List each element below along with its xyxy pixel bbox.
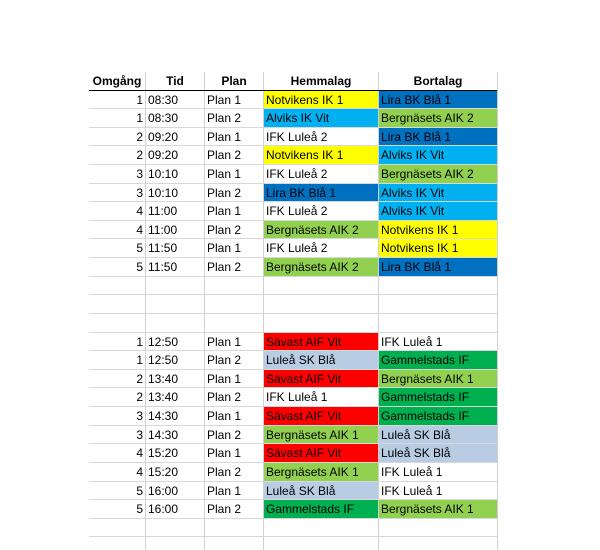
tid-cell[interactable]: 16:00 xyxy=(148,483,179,498)
plan-cell[interactable]: Plan 1 xyxy=(207,409,242,424)
hemmalag-cell[interactable]: IFK Luleå 2 xyxy=(264,202,378,221)
tid-cell[interactable] xyxy=(146,314,204,333)
bortalag-cell[interactable]: Lira BK Blå 1 xyxy=(379,258,497,277)
bortalag-cell[interactable]: Notvikens IK 1 xyxy=(379,239,497,258)
hemmalag-cell[interactable]: Notvikens IK 1 xyxy=(264,91,378,110)
plan-cell[interactable] xyxy=(205,314,263,333)
plan-cell[interactable]: Plan 1 xyxy=(207,241,242,256)
bortalag-cell[interactable]: Alviks IK Vit xyxy=(379,146,497,165)
hemmalag-cell[interactable]: Sävast AIF Vit xyxy=(264,370,378,389)
plan-cell[interactable]: Plan 2 xyxy=(207,502,242,517)
bortalag-cell[interactable]: IFK Luleå 1 xyxy=(379,482,497,501)
hemmalag-cell[interactable]: IFK Luleå 2 xyxy=(264,128,378,147)
bortalag-cell[interactable]: Lira BK Blå 1 xyxy=(379,91,497,110)
omgang-cell[interactable]: 3 xyxy=(136,409,143,424)
tid-cell[interactable]: 15:20 xyxy=(148,464,179,479)
header-underline xyxy=(89,90,497,91)
column-divider xyxy=(497,72,498,550)
header-plan[interactable]: Plan xyxy=(221,74,247,88)
omgang-cell[interactable]: 5 xyxy=(136,260,143,275)
tid-cell[interactable] xyxy=(146,295,204,314)
tid-cell[interactable]: 11:00 xyxy=(148,222,178,237)
hemmalag-cell[interactable]: Luleå SK Blå xyxy=(264,351,378,370)
bortalag-cell[interactable]: Bergnäsets AIK 1 xyxy=(379,370,497,389)
bortalag-cell[interactable]: Alviks IK Vit xyxy=(379,202,497,221)
tid-cell[interactable]: 14:30 xyxy=(148,409,179,424)
row-divider xyxy=(89,425,497,426)
plan-cell[interactable]: Plan 1 xyxy=(207,371,242,386)
omgang-cell[interactable]: 4 xyxy=(136,464,143,479)
row-divider xyxy=(89,369,497,370)
omgang-cell[interactable]: 4 xyxy=(136,446,143,461)
header-bortalag[interactable]: Bortalag xyxy=(413,74,463,88)
omgang-cell[interactable]: 1 xyxy=(136,334,143,349)
omgang-cell[interactable] xyxy=(89,314,145,333)
hemmalag-cell[interactable]: IFK Luleå 1 xyxy=(264,388,378,407)
omgang-cell[interactable]: 3 xyxy=(136,427,143,442)
bortalag-cell[interactable]: Gammelstads IF xyxy=(379,351,497,370)
row-divider xyxy=(89,276,497,277)
header-hemmalag[interactable]: Hemmalag xyxy=(290,74,352,88)
row-divider xyxy=(89,332,497,333)
row-divider xyxy=(89,257,497,258)
bortalag-cell[interactable]: Notvikens IK 1 xyxy=(379,221,497,240)
tid-cell[interactable]: 11:50 xyxy=(148,260,178,275)
row-divider xyxy=(89,536,497,537)
bortalag-cell[interactable]: Gammelstads IF xyxy=(379,407,497,426)
plan-cell[interactable]: Plan 2 xyxy=(207,353,242,368)
row-divider xyxy=(89,220,497,221)
plan-cell[interactable]: Plan 1 xyxy=(207,92,242,107)
omgang-cell[interactable]: 3 xyxy=(136,185,143,200)
tid-cell[interactable]: 12:50 xyxy=(148,334,179,349)
row-divider xyxy=(89,481,497,482)
omgang-cell[interactable]: 2 xyxy=(136,390,143,405)
omgang-cell[interactable]: 5 xyxy=(136,502,143,517)
row-divider xyxy=(89,443,497,444)
row-divider xyxy=(89,350,497,351)
hemmalag-cell[interactable]: Notvikens IK 1 xyxy=(264,146,378,165)
tid-cell[interactable]: 13:40 xyxy=(148,371,179,386)
omgang-cell[interactable]: 1 xyxy=(136,111,143,126)
tid-cell[interactable]: 08:30 xyxy=(148,111,179,126)
row-divider xyxy=(89,164,497,165)
row-divider xyxy=(89,462,497,463)
bortalag-cell[interactable]: Lira BK Blå 1 xyxy=(379,128,497,147)
row-divider xyxy=(89,238,497,239)
hemmalag-cell[interactable]: Bergnäsets AIK 1 xyxy=(264,463,378,482)
bortalag-cell[interactable]: Bergnäsets AIK 2 xyxy=(379,165,497,184)
hemmalag-cell[interactable]: Bergnäsets AIK 2 xyxy=(264,221,378,240)
row-divider xyxy=(89,499,497,500)
tid-cell[interactable]: 09:20 xyxy=(148,148,179,163)
header-omgang[interactable]: Omgång xyxy=(92,74,142,88)
omgang-cell[interactable]: 1 xyxy=(136,353,143,368)
column-divider xyxy=(378,72,379,550)
tid-cell[interactable]: 11:50 xyxy=(148,241,178,256)
tid-cell[interactable]: 09:20 xyxy=(148,129,179,144)
bortalag-cell[interactable]: Alviks IK Vit xyxy=(379,184,497,203)
tid-cell[interactable]: 15:20 xyxy=(148,446,179,461)
tid-cell[interactable]: 12:50 xyxy=(148,353,179,368)
row-divider xyxy=(89,387,497,388)
omgang-cell[interactable]: 4 xyxy=(136,204,143,219)
tid-cell[interactable] xyxy=(146,277,204,296)
plan-cell[interactable]: Plan 2 xyxy=(207,427,242,442)
row-divider xyxy=(89,294,497,295)
hemmalag-cell[interactable]: Sävast AIF Vit xyxy=(264,407,378,426)
plan-cell[interactable]: Plan 1 xyxy=(207,483,242,498)
plan-cell[interactable]: Plan 1 xyxy=(207,446,242,461)
tid-cell[interactable]: 14:30 xyxy=(148,427,179,442)
row-divider xyxy=(89,518,497,519)
omgang-cell[interactable]: 1 xyxy=(136,92,143,107)
bortalag-cell[interactable]: Luleå SK Blå xyxy=(379,444,497,463)
plan-cell[interactable]: Plan 1 xyxy=(207,334,242,349)
hemmalag-cell[interactable]: IFK Luleå 2 xyxy=(264,165,378,184)
row-divider xyxy=(89,201,497,202)
bortalag-cell[interactable] xyxy=(379,277,497,296)
omgang-cell[interactable]: 2 xyxy=(136,129,143,144)
plan-cell[interactable]: Plan 2 xyxy=(207,111,242,126)
hemmalag-cell[interactable]: Bergnäsets AIK 1 xyxy=(264,426,378,445)
omgang-cell[interactable]: 3 xyxy=(136,166,143,181)
plan-cell[interactable]: Plan 1 xyxy=(207,204,242,219)
bortalag-cell[interactable] xyxy=(379,314,497,333)
row-divider xyxy=(89,406,497,407)
hemmalag-cell[interactable]: Lira BK Blå 1 xyxy=(264,184,378,203)
tid-cell[interactable]: 10:10 xyxy=(148,185,179,200)
bortalag-cell[interactable]: IFK Luleå 1 xyxy=(379,333,497,352)
tid-cell[interactable]: 11:00 xyxy=(148,204,178,219)
plan-cell[interactable]: Plan 2 xyxy=(207,464,242,479)
column-divider xyxy=(145,72,146,550)
plan-cell[interactable] xyxy=(205,277,263,296)
column-divider xyxy=(204,72,205,550)
tid-cell[interactable]: 08:30 xyxy=(148,92,179,107)
bortalag-cell[interactable]: Gammelstads IF xyxy=(379,388,497,407)
plan-cell[interactable] xyxy=(205,295,263,314)
plan-cell[interactable]: Plan 2 xyxy=(207,260,242,275)
hemmalag-cell[interactable] xyxy=(264,314,378,333)
bortalag-cell[interactable] xyxy=(379,295,497,314)
row-divider xyxy=(89,183,497,184)
bortalag-cell[interactable]: Bergnäsets AIK 1 xyxy=(379,500,497,519)
header-tid[interactable]: Tid xyxy=(166,74,184,88)
plan-cell[interactable]: Plan 2 xyxy=(207,390,242,405)
hemmalag-cell[interactable]: IFK Luleå 2 xyxy=(264,239,378,258)
bortalag-cell[interactable]: IFK Luleå 1 xyxy=(379,463,497,482)
hemmalag-cell[interactable]: Gammelstads IF xyxy=(264,500,378,519)
omgang-cell[interactable]: 5 xyxy=(136,241,143,256)
omgang-cell[interactable]: 5 xyxy=(136,483,143,498)
hemmalag-cell[interactable]: Alviks IK Vit xyxy=(264,109,378,128)
column-divider xyxy=(263,72,264,550)
hemmalag-cell[interactable] xyxy=(264,277,378,296)
hemmalag-cell[interactable]: Luleå SK Blå xyxy=(264,482,378,501)
omgang-cell[interactable]: 2 xyxy=(136,371,143,386)
tid-cell[interactable]: 10:10 xyxy=(148,166,179,181)
tid-cell[interactable]: 13:40 xyxy=(148,390,179,405)
plan-cell[interactable]: Plan 1 xyxy=(207,166,242,181)
hemmalag-cell[interactable]: Bergnäsets AIK 2 xyxy=(264,258,378,277)
omgang-cell[interactable] xyxy=(89,295,145,314)
plan-cell[interactable]: Plan 2 xyxy=(207,222,242,237)
omgang-cell[interactable]: 2 xyxy=(136,148,143,163)
row-divider xyxy=(89,313,497,314)
hemmalag-cell[interactable] xyxy=(264,295,378,314)
omgang-cell[interactable] xyxy=(89,277,145,296)
hemmalag-cell[interactable]: Sävast AIF Vit xyxy=(264,333,378,352)
plan-cell[interactable]: Plan 2 xyxy=(207,185,242,200)
plan-cell[interactable]: Plan 2 xyxy=(207,148,242,163)
tid-cell[interactable]: 16:00 xyxy=(148,502,179,517)
hemmalag-cell[interactable]: Sävast AIF Vit xyxy=(264,444,378,463)
row-divider xyxy=(89,127,497,128)
omgang-cell[interactable]: 4 xyxy=(136,222,143,237)
bortalag-cell[interactable]: Bergnäsets AIK 2 xyxy=(379,109,497,128)
bortalag-cell[interactable]: Luleå SK Blå xyxy=(379,426,497,445)
row-divider xyxy=(89,108,497,109)
row-divider xyxy=(89,145,497,146)
plan-cell[interactable]: Plan 1 xyxy=(207,129,242,144)
